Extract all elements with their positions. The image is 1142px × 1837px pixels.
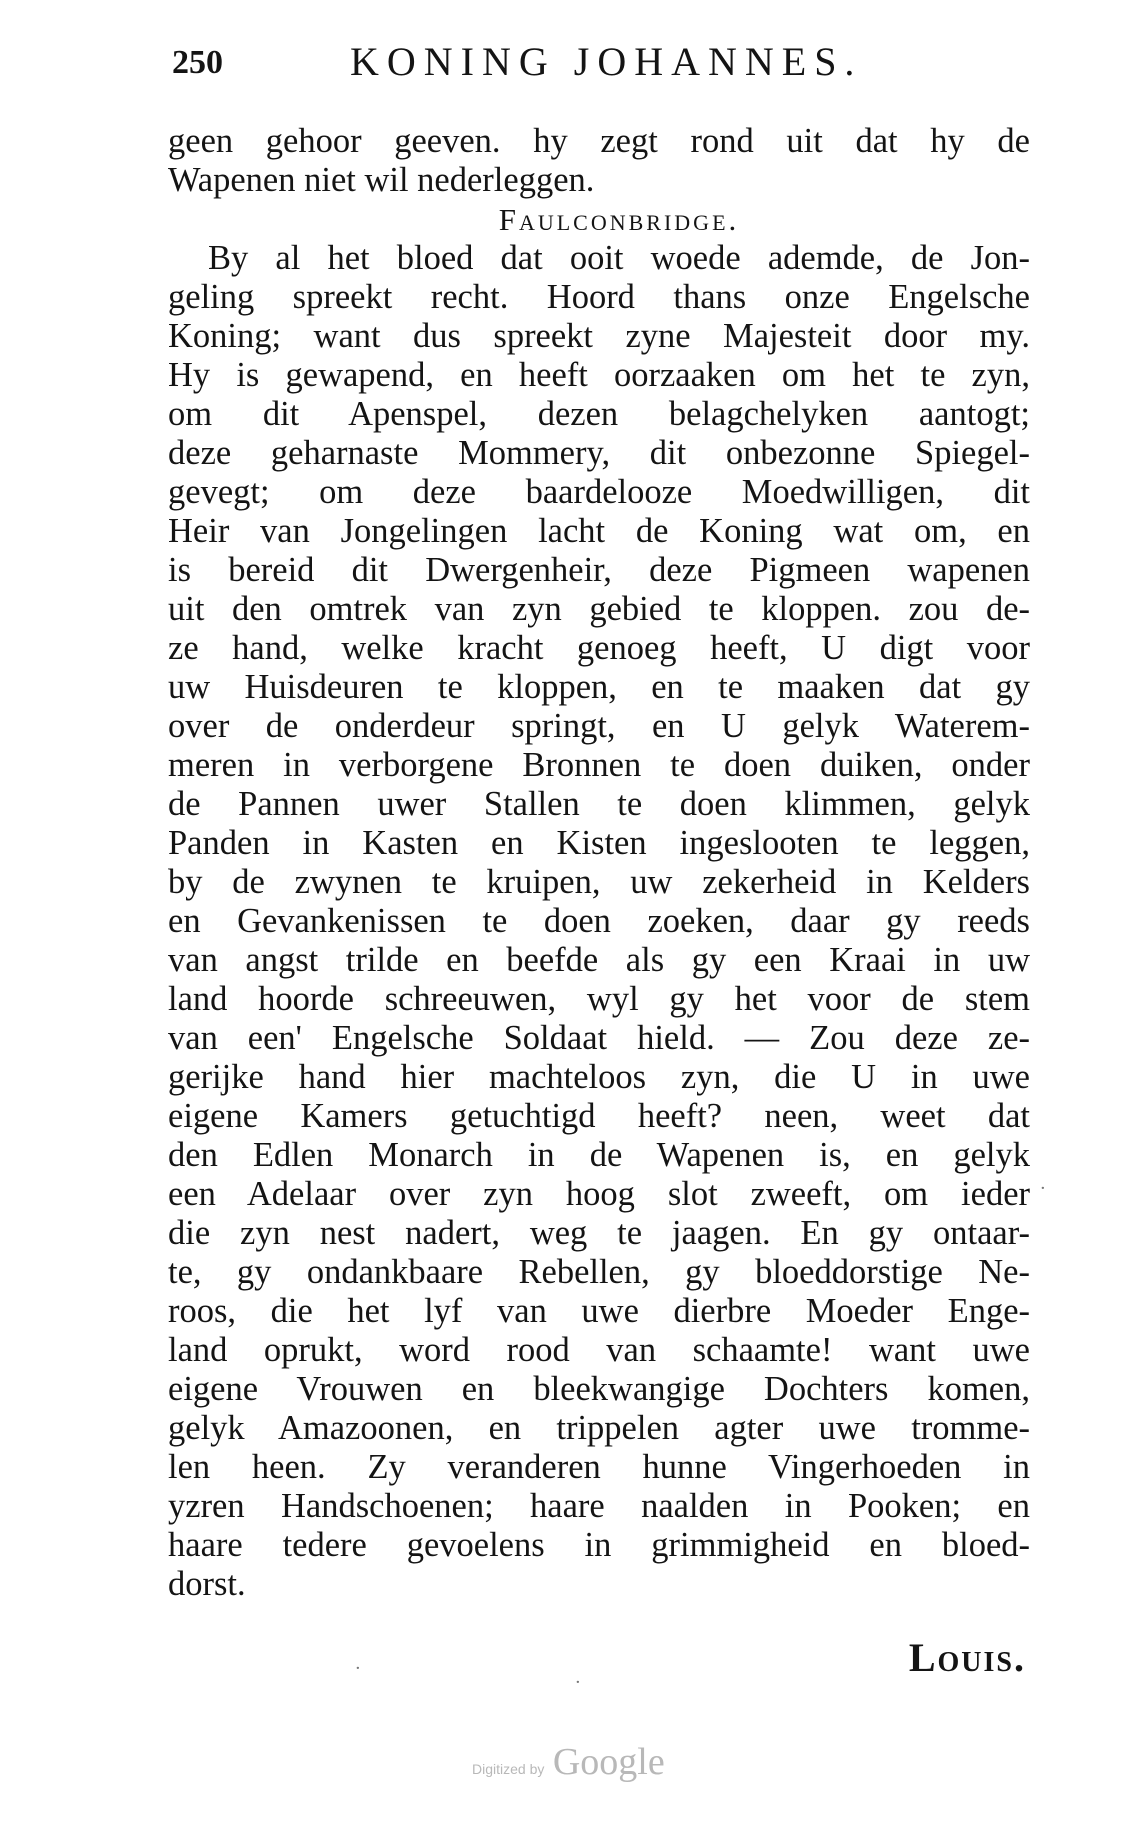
text-line: om dit Apenspel, dezen belagchelyken aantogt; [168, 395, 1030, 433]
text-line: geling spreekt recht. Hoord thans onze Engelsche [168, 278, 1030, 316]
text-line: dorst. [168, 1565, 246, 1603]
speaker-name: Faulconbridge. [498, 202, 740, 237]
speck-mark: · [355, 1658, 361, 1679]
signature: Louis. [908, 1635, 1026, 1680]
text-line: haare tedere gevoelens in grimmigheid en bloed- [168, 1526, 1030, 1564]
text-line: ze hand, welke kracht genoeg heeft, U digt voor [168, 629, 1030, 667]
text-line: eigene Kamers getuchtigd heeft? neen, weet dat [168, 1097, 1030, 1135]
text-line: geen gehoor geeven. hy zegt rond uit dat hy de [168, 122, 1030, 160]
text-line: een Adelaar over zyn hoog slot zweeft, om ieder [168, 1175, 1030, 1213]
page-header [170, 38, 930, 98]
text-line: yzren Handschoenen; haare naalden in Pooken; en [168, 1487, 1030, 1525]
page-number: 250 [172, 44, 223, 81]
text-line: land oprukt, word rood van schaamte! want uwe [168, 1331, 1030, 1369]
text-line: by de zwynen te kruipen, uw zekerheid in Kelders [168, 863, 1030, 901]
running-title: KONING JOHANNES. [350, 39, 863, 84]
text-line: Heir van Jongelingen lacht de Koning wat om, en [168, 512, 1030, 550]
text-line: is bereid dit Dwergenheir, deze Pigmeen wapenen [168, 551, 1030, 589]
text-line: gelyk Amazoonen, en trippelen agter uwe tromme- [168, 1409, 1030, 1447]
text-line: van angst trilde en beefde als gy een Kraai in uw [168, 941, 1030, 979]
watermark-prefix: Digitized by [472, 1761, 545, 1777]
text-line: meren in verborgene Bronnen te doen duiken, onder [168, 746, 1030, 784]
text-line: Panden in Kasten en Kisten ingeslooten te leggen, [168, 824, 1030, 862]
text-line: de Pannen uwer Stallen te doen klimmen, gelyk [168, 785, 1030, 823]
text-line: len heen. Zy veranderen hunne Vingerhoeden in [168, 1448, 1030, 1486]
text-line: land hoorde schreeuwen, wyl gy het voor de stem [168, 980, 1030, 1018]
watermark-brand: Google [552, 1741, 665, 1783]
text-line: eigene Vrouwen en bleekwangige Dochters komen, [168, 1370, 1030, 1408]
body-text [168, 122, 1030, 1604]
text-line: Wapenen niet wil nederleggen. [168, 161, 595, 199]
text-line: den Edlen Monarch in de Wapenen is, en gelyk [168, 1136, 1030, 1174]
text-line: By al het bloed dat ooit woede ademde, de Jon- [208, 239, 1030, 277]
speck-mark: · [575, 1672, 581, 1693]
text-line: uit den omtrek van zyn gebied te kloppen. zou de- [168, 590, 1030, 628]
text-line: van een' Engelsche Soldaat hield. — Zou deze ze- [168, 1019, 1030, 1057]
text-line: over de onderdeur springt, en U gelyk Waterem- [168, 707, 1030, 745]
digitization-watermark [472, 1740, 665, 1784]
text-line: uw Huisdeuren te kloppen, en te maaken dat gy [168, 668, 1030, 706]
text-line: gevegt; om deze baardelooze Moedwilligen, dit [168, 473, 1030, 511]
text-line: Hy is gewapend, en heeft oorzaaken om het te zyn, [168, 356, 1030, 394]
text-line: te, gy ondankbaare Rebellen, gy bloeddorstige Ne- [168, 1253, 1030, 1291]
text-line: roos, die het lyf van uwe dierbre Moeder Enge- [168, 1292, 1030, 1330]
text-line: en Gevankenissen te doen zoeken, daar gy reeds [168, 902, 1030, 940]
text-line: gerijke hand hier machteloos zyn, die U in uwe [168, 1058, 1030, 1096]
text-line: die zyn nest nadert, weg te jaagen. En gy ontaar- [168, 1214, 1030, 1252]
text-line: Koning; want dus spreekt zyne Majesteit door my. [168, 317, 1030, 355]
text-line: deze geharnaste Mommery, dit onbezonne Spiegel- [168, 434, 1030, 472]
speck-mark: · [1040, 1178, 1046, 1199]
